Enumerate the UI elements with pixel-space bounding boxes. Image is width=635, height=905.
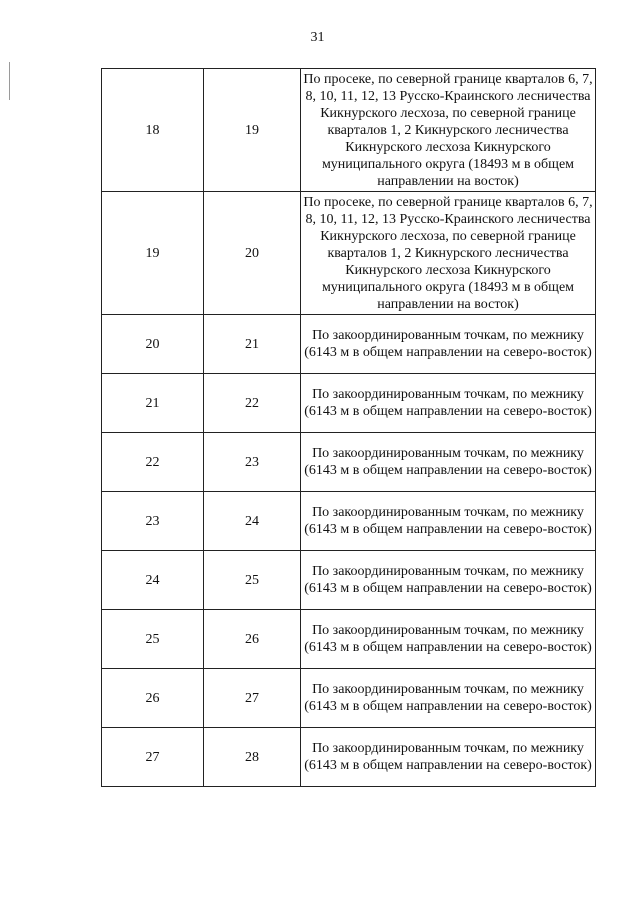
table-row: [102, 69, 596, 192]
point-from-cell: 18: [102, 69, 204, 192]
boundary-table: [101, 68, 596, 787]
table-row: [102, 374, 596, 433]
table-row: [102, 610, 596, 669]
point-to-cell: 26: [204, 610, 301, 669]
point-to-cell: 23: [204, 433, 301, 492]
point-to-cell: 20: [204, 192, 301, 315]
table-row: [102, 669, 596, 728]
table-row: [102, 728, 596, 787]
description-cell: По просеке, по северной границе кварталов 6, 7, 8, 10, 11, 12, 13 Русско-Краинского лесничества Кикнурского лесхоза, по северной границе кварталов 1, 2 Кикнурского лесничества Кикнурского лесхоза Кикнурского муниципального округа (18493 м в общем направлении на восток): [301, 192, 596, 315]
description-cell: По закоординированным точкам, по межнику (6143 м в общем направлении на северо-восток): [301, 610, 596, 669]
point-from-cell: 20: [102, 315, 204, 374]
margin-mark: [9, 62, 10, 100]
table-row: [102, 551, 596, 610]
point-from-cell: 25: [102, 610, 204, 669]
table-row: [102, 492, 596, 551]
table-row: [102, 192, 596, 315]
point-to-cell: 19: [204, 69, 301, 192]
description-cell: По закоординированным точкам, по межнику (6143 м в общем направлении на северо-восток): [301, 433, 596, 492]
description-cell: По просеке, по северной границе кварталов 6, 7, 8, 10, 11, 12, 13 Русско-Краинского лесничества Кикнурского лесхоза, по северной границе кварталов 1, 2 Кикнурского лесничества Кикнурского лесхоза Кикнурского муниципального округа (18493 м в общем направлении на восток): [301, 69, 596, 192]
table-row: [102, 433, 596, 492]
table-row: [102, 315, 596, 374]
description-cell: По закоординированным точкам, по межнику (6143 м в общем направлении на северо-восток): [301, 374, 596, 433]
point-to-cell: 28: [204, 728, 301, 787]
page-number: 31: [310, 30, 325, 45]
point-to-cell: 25: [204, 551, 301, 610]
description-cell: По закоординированным точкам, по межнику (6143 м в общем направлении на северо-восток): [301, 492, 596, 551]
point-from-cell: 19: [102, 192, 204, 315]
point-to-cell: 22: [204, 374, 301, 433]
description-cell: По закоординированным точкам, по межнику (6143 м в общем направлении на северо-восток): [301, 315, 596, 374]
point-to-cell: 21: [204, 315, 301, 374]
point-to-cell: 24: [204, 492, 301, 551]
point-from-cell: 26: [102, 669, 204, 728]
point-from-cell: 22: [102, 433, 204, 492]
point-to-cell: 27: [204, 669, 301, 728]
point-from-cell: 27: [102, 728, 204, 787]
description-cell: По закоординированным точкам, по межнику (6143 м в общем направлении на северо-восток): [301, 551, 596, 610]
point-from-cell: 23: [102, 492, 204, 551]
description-cell: По закоординированным точкам, по межнику (6143 м в общем направлении на северо-восток): [301, 728, 596, 787]
point-from-cell: 21: [102, 374, 204, 433]
point-from-cell: 24: [102, 551, 204, 610]
description-cell: По закоординированным точкам, по межнику (6143 м в общем направлении на северо-восток): [301, 669, 596, 728]
